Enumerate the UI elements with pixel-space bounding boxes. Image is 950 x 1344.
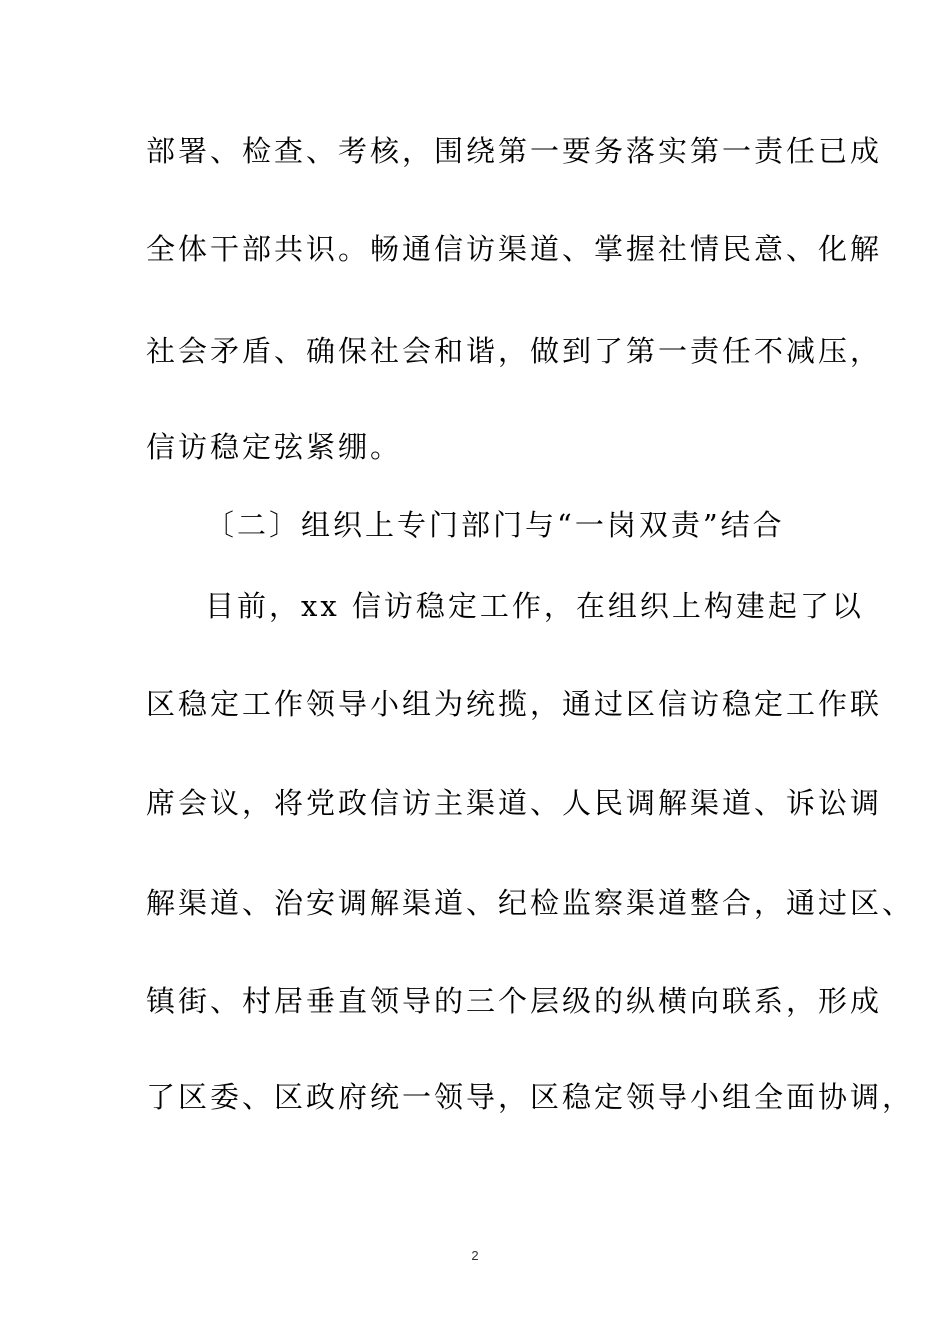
- paragraph-line: 目前，xx 信访稳定工作，在组织上构建起了以: [205, 589, 864, 623]
- paragraph-line: 全体干部共识。畅通信访渠道、掌握社情民意、化解: [146, 232, 883, 266]
- paragraph-line: 了区委、区政府统一领导，区稳定领导小组全面协调，: [146, 1080, 915, 1114]
- paragraph-line: 信访稳定弦紧绷。: [146, 430, 403, 464]
- paragraph-line: 区稳定工作领导小组为统揽，通过区信访稳定工作联: [146, 687, 883, 721]
- section-heading: 〔二〕组织上专门部门与“一岗双责”结合: [205, 508, 785, 542]
- paragraph-line: 社会矛盾、确保社会和谐，做到了第一责任不减压，: [146, 334, 883, 368]
- page-number: 2: [471, 1248, 479, 1263]
- paragraph-line: 部署、检查、考核，围绕第一要务落实第一责任已成: [146, 134, 883, 168]
- paragraph-line: 席会议，将党政信访主渠道、人民调解渠道、诉讼调: [146, 786, 883, 820]
- paragraph-line: 镇街、村居垂直领导的三个层级的纵横向联系，形成: [146, 984, 883, 1018]
- paragraph-line: 解渠道、治安调解渠道、纪检监察渠道整合，通过区、: [146, 886, 915, 920]
